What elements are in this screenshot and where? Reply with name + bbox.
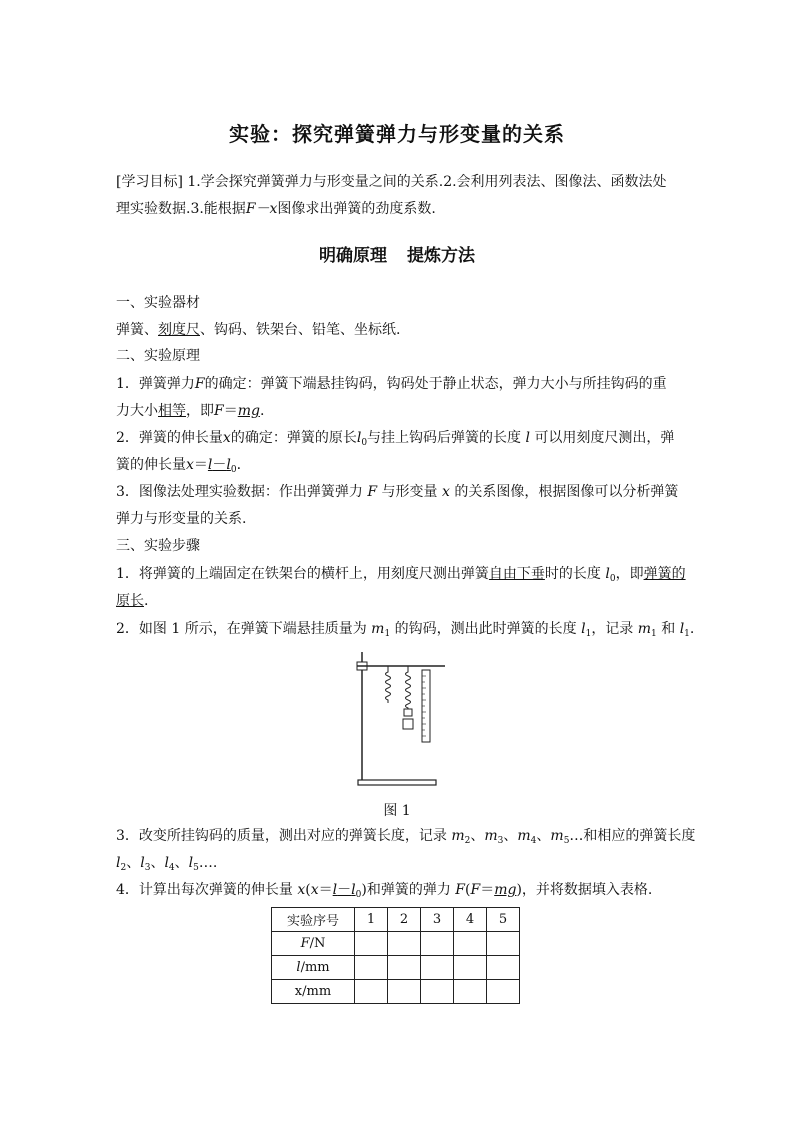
text: 1．弹簧弹力 [116, 376, 195, 392]
subscript: 2 [464, 836, 471, 846]
table-col-header: 3 [421, 908, 454, 932]
var-m: m [484, 828, 498, 844]
table-col-header: 1 [355, 908, 388, 932]
var-m: m [637, 621, 652, 637]
table-cell[interactable] [421, 980, 454, 1004]
var-F: F [367, 484, 378, 500]
section-title-part2: 提炼方法 [407, 246, 475, 266]
equipment-key-item: 刻度尺 [158, 322, 200, 338]
step-4 [116, 880, 652, 900]
table-col-header: 2 [388, 908, 421, 932]
principle-3-line-2: 弹力与形变量的关系. [116, 511, 247, 527]
principle-heading: 二、实验原理 [116, 348, 200, 364]
subscript: 4 [168, 863, 175, 873]
page-title: 实验：探究弹簧弹力与形变量的关系 [229, 122, 565, 146]
var-l: l [188, 855, 194, 871]
table-cell[interactable] [355, 980, 388, 1004]
figure-caption: 图 1 [383, 803, 411, 819]
text: 2．弹簧的伸长量 [116, 430, 223, 446]
text: . [144, 593, 149, 609]
text: ＝ [318, 882, 333, 898]
table-header-cell: 实验序号 [272, 908, 355, 932]
section-title [0, 241, 794, 266]
text: － [212, 457, 227, 473]
table-cell[interactable] [487, 980, 520, 1004]
text: 的关系图像，根据图像可以分析弹簧 [454, 484, 679, 500]
learning-objectives [116, 169, 680, 223]
objectives-formula: F－x [245, 201, 278, 217]
table-row [272, 980, 520, 1004]
text: 的钩码，测出此时弹簧的长度 [394, 621, 577, 637]
subscript: 3 [497, 836, 504, 846]
objectives-tag: [学习目标] [116, 174, 183, 190]
text: 、 [503, 828, 518, 844]
answer-blank: 原长 [116, 593, 144, 609]
subscript: 4 [530, 836, 537, 846]
table-col-header: 4 [454, 908, 487, 932]
table-cell[interactable] [421, 932, 454, 956]
answer-blank: 相等 [158, 403, 186, 419]
table-cell[interactable] [454, 932, 487, 956]
var-l: l [164, 855, 169, 871]
var-l: l [207, 457, 213, 473]
text: 和 [661, 621, 676, 637]
table-cell[interactable] [388, 980, 421, 1004]
var-F: F [194, 376, 205, 392]
subscript: 3 [144, 863, 151, 873]
table-cell[interactable] [487, 956, 520, 980]
table-cell[interactable] [355, 932, 388, 956]
var-l: l [525, 430, 530, 446]
objectives-text-end: 图像求出弹簧的劲度系数. [277, 201, 436, 217]
var-l: l [679, 621, 685, 637]
section-title-part1: 明确原理 [319, 246, 387, 266]
equipment-heading: 一、实验器材 [116, 295, 200, 311]
var-F: F [300, 936, 310, 951]
text: . [259, 403, 265, 419]
var-x: x [310, 882, 319, 898]
var-l: l [140, 855, 145, 871]
text: 、 [174, 855, 189, 871]
var-x: x [294, 984, 303, 999]
var-l: l [581, 621, 586, 637]
answer-blank: 自由下垂 [488, 566, 545, 582]
var-x: x [441, 484, 450, 500]
text: ，即 [186, 403, 214, 419]
text: 、 [470, 828, 485, 844]
principle-1-line-1 [116, 374, 667, 394]
hook-weight-1 [404, 709, 412, 716]
spring-free [386, 666, 391, 703]
equipment-text-rest: 、钩码、铁架台、铅笔、坐标纸. [200, 322, 401, 338]
text: 3．图像法处理实验数据：作出弹簧弹力 [116, 484, 363, 500]
answer-blank: 弹簧的 [643, 566, 686, 582]
text: ( [465, 882, 471, 898]
subscript: 0 [361, 438, 368, 448]
subscript: 5 [563, 836, 570, 846]
step-3-line-1 [116, 826, 695, 846]
table-col-header: 5 [487, 908, 520, 932]
principle-1-line-2 [116, 401, 264, 421]
text: ＝ [223, 403, 238, 419]
answer-blank: mg [494, 882, 517, 898]
var-F: F [214, 403, 224, 419]
text: 、 [150, 855, 165, 871]
text: . [689, 621, 695, 637]
step-3-line-2 [116, 853, 217, 873]
text: . [236, 457, 242, 473]
var-l: l [351, 882, 356, 898]
text: 3．改变所挂钩码的质量，测出对应的弹簧长度，记录 [116, 828, 447, 844]
var-F: F [470, 882, 481, 898]
principle-2-line-1 [116, 428, 674, 448]
equipment-text: 弹簧、 [116, 322, 158, 338]
row-label [272, 932, 355, 956]
text: 、 [126, 855, 141, 871]
table-cell[interactable] [454, 956, 487, 980]
unit: /N [309, 936, 326, 951]
row-label [272, 956, 355, 980]
var-x: x [222, 430, 231, 446]
text: ，即 [615, 566, 644, 582]
equipment-list [116, 320, 400, 340]
subscript: 0 [230, 465, 237, 475]
text: 4．计算出每次弹簧的伸长量 [116, 882, 293, 898]
text: ，记录 [591, 621, 634, 637]
subscript: 0 [609, 574, 616, 584]
text: ＝ [480, 882, 495, 898]
step-1-line-2 [116, 591, 148, 611]
stand-base [358, 780, 436, 785]
text: 与形变量 [381, 484, 438, 500]
spring-apparatus-figure [340, 646, 455, 791]
text: 力大小 [116, 403, 158, 419]
text: 与挂上钩码后弹簧的长度 [367, 430, 522, 446]
table-row [272, 956, 520, 980]
text: …和相应的弹簧长度 [569, 828, 696, 844]
steps-heading: 三、实验步骤 [116, 538, 200, 554]
var-l: l [116, 855, 121, 871]
answer-blank [333, 882, 362, 898]
objectives-text: 1.学会探究弹簧弹力与形变量之间的关系.2.会利用列表法、图像法、函数法处理实验数据.3.能根据 [116, 174, 667, 217]
var-F: F [455, 882, 465, 898]
subscript: 2 [120, 863, 127, 873]
text: － [337, 882, 352, 898]
table-header-row [272, 908, 520, 932]
var-l: l [332, 882, 338, 898]
step-1-line-1 [116, 564, 686, 584]
row-label [272, 980, 355, 1004]
text: …. [198, 855, 218, 871]
text: 1．将弹簧的上端固定在铁架台的横杆上，用刻度尺测出弹簧 [116, 566, 489, 582]
answer-blank [208, 457, 237, 473]
text: )，并将数据填入表格. [516, 882, 653, 898]
subscript: 0 [355, 890, 362, 900]
text: 的确定：弹簧的原长 [230, 430, 357, 446]
var-l: l [226, 457, 231, 473]
text: )和弹簧的弹力 [361, 882, 451, 898]
table-cell[interactable] [355, 956, 388, 980]
text: 簧的伸长量 [116, 457, 186, 473]
table-cell[interactable] [388, 932, 421, 956]
text: ( [305, 882, 311, 898]
step-2 [116, 619, 694, 639]
var-l: l [296, 960, 301, 975]
table-cell[interactable] [388, 956, 421, 980]
var-m: m [550, 828, 564, 844]
hook-weight-2 [403, 719, 413, 729]
unit: /mm [300, 960, 330, 975]
subscript: 1 [585, 629, 592, 639]
principle-3-line-1 [116, 482, 678, 502]
text: 2．如图 1 所示，在弹簧下端悬挂质量为 [116, 621, 367, 637]
table-row [272, 932, 520, 956]
text: 的确定：弹簧下端悬挂钩码，钩码处于静止状态，弹力大小与所挂钩码的重 [204, 376, 667, 392]
text: 时的长度 [544, 566, 601, 582]
data-table [271, 907, 520, 1004]
text: 、 [536, 828, 551, 844]
var-l: l [356, 430, 362, 446]
unit: /mm [302, 984, 332, 999]
table-cell[interactable] [421, 956, 454, 980]
answer-blank: mg [237, 403, 260, 419]
subscript: 1 [384, 629, 391, 639]
subscript: 1 [684, 629, 690, 639]
var-l: l [605, 566, 610, 582]
spring-loaded [406, 666, 411, 711]
text: ＝ [193, 457, 208, 473]
var-m: m [451, 828, 465, 844]
var-m: m [517, 828, 531, 844]
var-x: x [297, 882, 306, 898]
table-cell[interactable] [487, 932, 520, 956]
principle-2-line-2 [116, 455, 241, 475]
text: 可以用刻度尺测出，弹 [534, 430, 675, 446]
subscript: 5 [193, 863, 199, 873]
subscript: 1 [651, 629, 657, 639]
table-cell[interactable] [454, 980, 487, 1004]
var-x: x [186, 457, 194, 473]
var-m: m [371, 621, 385, 637]
